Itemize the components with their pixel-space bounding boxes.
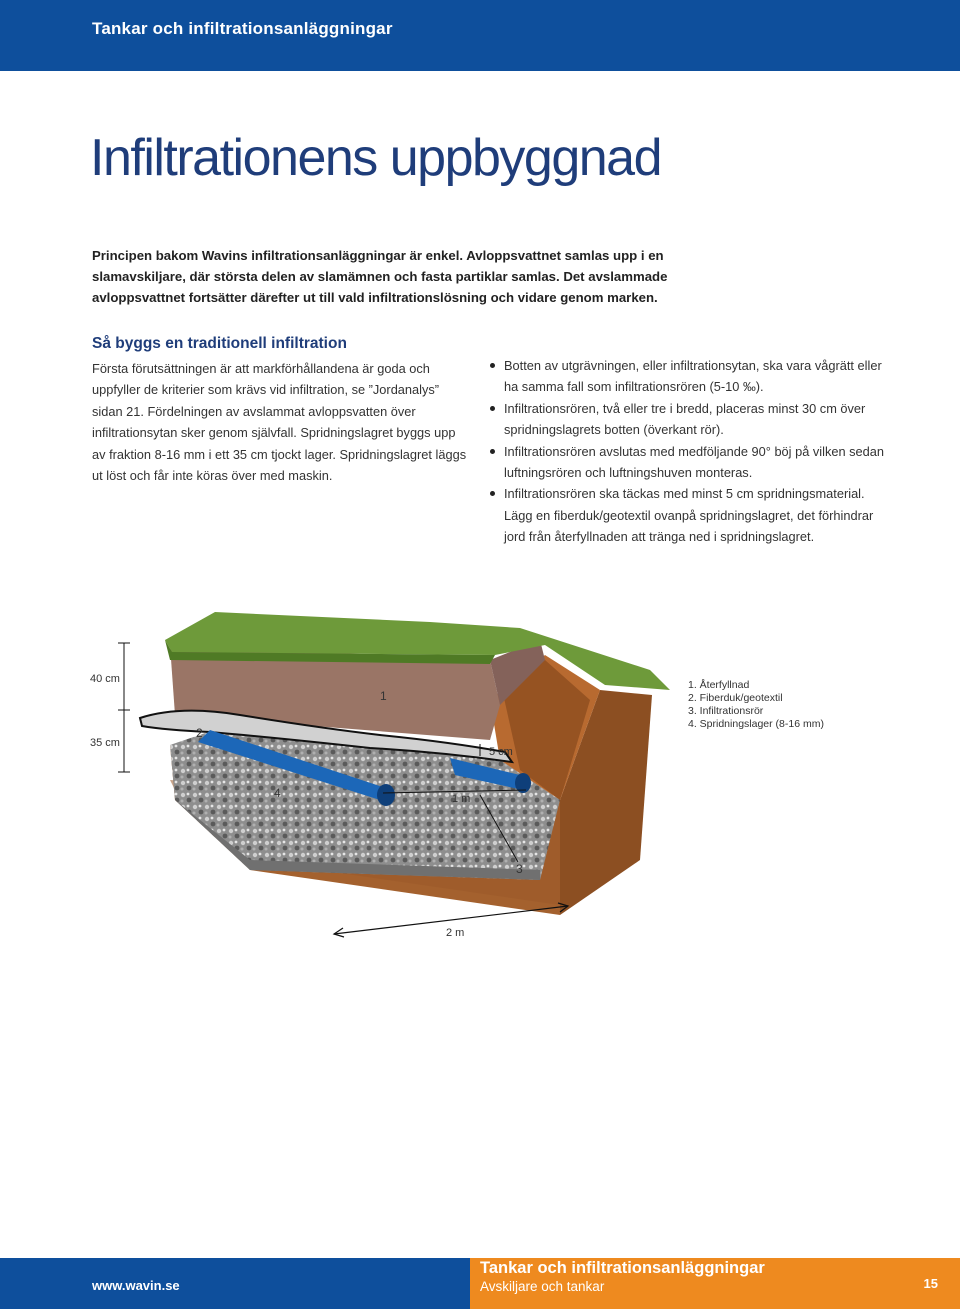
list-item: Infiltrationsrören, två eller tre i bredd, placeras minst 30 cm över spridningslagrets botten (överkant rör).	[490, 398, 890, 441]
list-item: Infiltrationsrören avslutas med medföljande 90° böj på vilken sedan luftningsrören och luftningshuven monteras.	[490, 441, 890, 484]
list-item: Botten av utgrävningen, eller infiltrationsytan, ska vara vågrätt eller ha samma fall som infiltrationsrören (5-10 ‰).	[490, 355, 890, 398]
callout-3: 3	[516, 862, 523, 876]
dim-5cm: 5 cm	[489, 746, 513, 758]
footer-left	[0, 1258, 470, 1309]
legend-item: 3. Infiltrationsrör	[688, 705, 764, 717]
page-title: Infiltrationens uppbyggnad	[90, 129, 662, 187]
pipe-left-end	[377, 784, 395, 806]
footer-title: Tankar och infiltrationsanläggningar	[480, 1259, 765, 1277]
callout-1: 1	[380, 689, 387, 703]
dim-35cm: 35 cm	[90, 737, 120, 749]
dim-1m: 1 m	[452, 793, 471, 805]
requirements-list	[490, 355, 890, 548]
legend-item: 4. Spridningslager (8-16 mm)	[688, 718, 824, 730]
legend-item: 1. Återfyllnad	[688, 679, 750, 691]
header-brand: Tankar och infiltrationsanläggningar	[92, 19, 393, 38]
callout-2: 2	[196, 726, 203, 740]
section-body: Första förutsättningen är att markförhållandena är goda och uppfyller de kriterier som krävs vid infiltration, se ”Jordanalys” sidan 21. Fördelningen av avslammat avloppsvatten över infiltrationsytan sker genom självfall. Spridningslagret byggs upp av fraktion 8-16 mm i ett 35 cm tjockt lager. Spridningslagret läggs ut löst och får inte köras över med maskin.	[92, 361, 467, 484]
page-number: 15	[923, 1276, 938, 1291]
intro-paragraph: Principen bakom Wavins infiltrationsanläggningar är enkel. Avloppsvattnet samlas upp i en slamavskiljare, där största delen av slamämnen och fasta partiklar samlas. Det avslammade avloppsvattnet fortsätter därefter ut till vald infiltrationslösning och vidare genom marken.	[92, 248, 668, 305]
section-heading: Så byggs en traditionell infiltration	[92, 335, 347, 352]
header-bar	[0, 0, 960, 71]
footer-url[interactable]: www.wavin.se	[92, 1278, 180, 1293]
diagram-legend	[688, 679, 824, 731]
dim-40cm: 40 cm	[90, 673, 120, 685]
footer-subtitle: Avskiljare och tankar	[480, 1279, 605, 1294]
list-item: Infiltrationsrören ska täckas med minst 5 cm spridningsmaterial. Lägg en fiberduk/geotextil ovanpå spridningslagret, det förhindrar jord från återfyllnaden att tränga ned i spridningslagret.	[490, 483, 890, 547]
legend-item: 2. Fiberduk/geotextil	[688, 692, 783, 704]
infiltration-cross-section-diagram	[0, 590, 960, 970]
callout-4: 4	[274, 786, 281, 800]
dim-2m: 2 m	[446, 927, 465, 939]
footer-right	[470, 1258, 960, 1309]
